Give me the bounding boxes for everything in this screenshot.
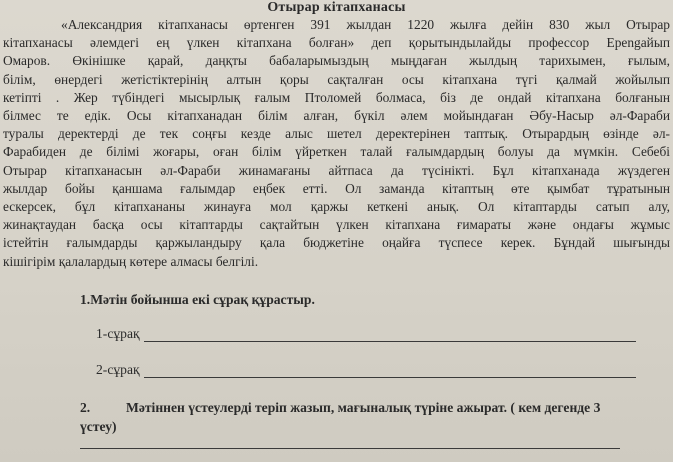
answer-row-2: [96, 362, 636, 378]
answer-line[interactable]: [144, 363, 636, 378]
paragraph-line: туралы деректерді де тек соңғы кезде алыс шетел деректерінен таптық. Отырардың өзінде әл-: [3, 126, 670, 142]
paragraph-line: кітапханасы әлемдегі ең үлкен кітапхана болған» деп қорытындылайды профессор Ереngайып: [3, 35, 670, 51]
paragraph-line: ескерсек, бұл кітапхананы жинауға мол қаржы кеткені анық. Ол кітаптарды сатып алу,: [3, 199, 670, 215]
text-paragraph: [3, 16, 670, 271]
paragraph-line: білмес те едік. Осы кітапханадан білім алған, бүкіл әлем мойындаған Әбу-Насыр әл-Фараби: [3, 108, 670, 124]
answer-label: 1-сұрақ: [96, 326, 140, 341]
paragraph-line: жылдар бойы қаншама ғалымдар еңбек етті. Ол заманда кітаптың өте қымбат тұратынын: [3, 180, 670, 196]
paragraph-line: жинақтаудан басқа осы кітаптарды сақтайтын үлкен кітапхана ғимараты және ондағы жұмыс: [3, 217, 670, 233]
paragraph-line: істейтін ғалымдарды қаржыландыру қала бюджетіне оңайға түспесе керек. Бұндай шығынды: [3, 235, 670, 251]
task2-text: Мәтіннен үстеулерді теріп жазып, мағыналық түріне ажырат. ( кем дегенде 3 үстеу): [80, 400, 601, 434]
answer-line[interactable]: [144, 327, 636, 342]
task1-heading: 1.Мәтін бойынша екі сұрақ құрастыр.: [80, 292, 315, 307]
answer-row-1: [96, 326, 636, 342]
task2-number: 2.: [80, 400, 91, 415]
paragraph-line: білім, өнердегі жетістіктерінің алтын қоры сақталған осы кітапхана түгі қалмай жойылып: [3, 71, 670, 87]
paragraph-line: Омаров. Өкінішке қарай, даңқты бабаларымыздың мыңдаған жылдың тарихымен, ғылым,: [3, 53, 670, 69]
paragraph-line: кетіпті . Жер түбіндегі мысырлық ғалым Птоломей болмаса, біз де ондай кітапхана болғанын: [3, 89, 670, 105]
paragraph-line: кішігірім қалалардың көтере алмасы белгілі.: [3, 253, 259, 269]
answer-line[interactable]: [80, 448, 620, 449]
paragraph-line: Отырар кітапханасын әл-Фараби жинамағаны айтпаса да түсінікті. Бұл кітапханада жүздеген: [3, 162, 670, 178]
paragraph-line: «Александрия кітапханасы өртенген 391 жылдан 1220 жылға дейін 830 жыл Отырар: [61, 17, 670, 32]
paragraph-line: Фарабиден де білімі жоғары, оған білім үйреткен талай ғалымдардың болуы да мүмкін. Себебі: [3, 144, 670, 160]
document-title: Отырар кітапханасы: [267, 0, 406, 15]
answer-label: 2-сұрақ: [96, 362, 140, 377]
task2-block: [80, 398, 620, 436]
